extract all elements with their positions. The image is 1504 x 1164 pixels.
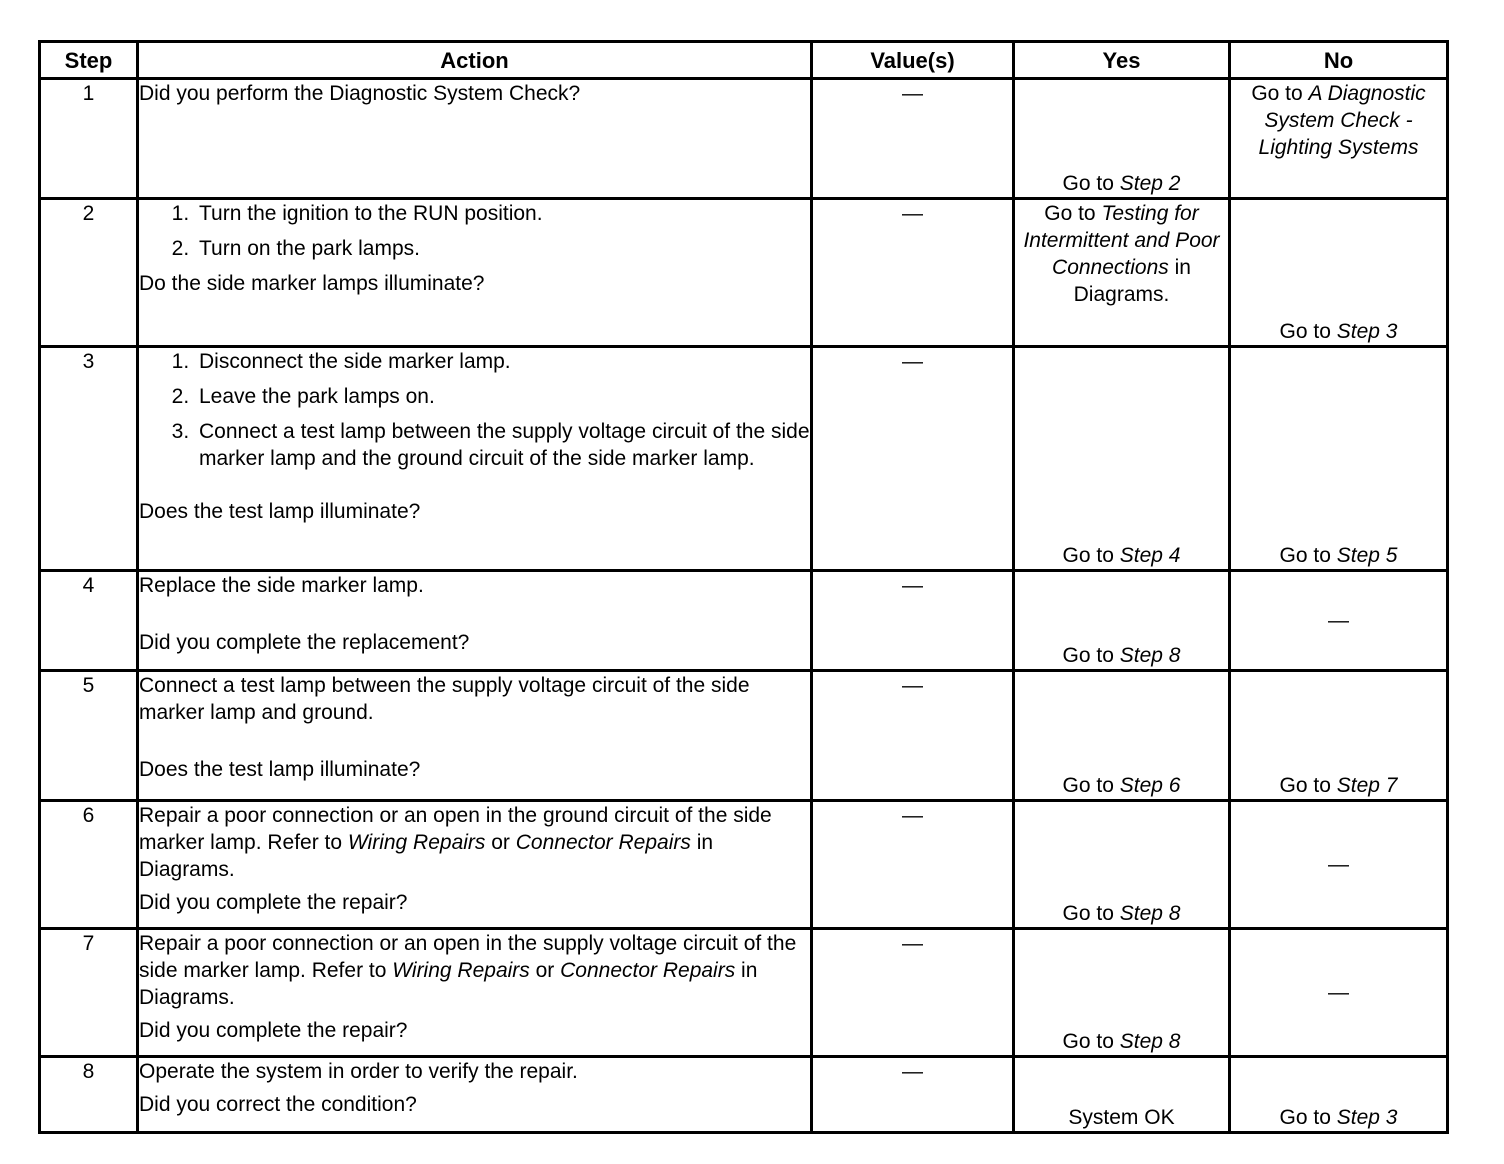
yes-link[interactable]: Testing for Intermittent and Poor Connections [1023,202,1220,279]
value-cell: — [812,571,1014,671]
wiring-repairs-link[interactable]: Wiring Repairs [392,959,530,982]
action-cell [138,347,812,571]
no-cell [1230,199,1448,347]
diagnostic-table [38,40,1449,1134]
table-row [40,79,1448,199]
action-question: Do the side marker lamps illuminate? [139,272,485,295]
action-question: Did you correct the condition? [139,1093,417,1116]
step-number: 1 [40,79,138,199]
no-link[interactable]: A Diagnostic System Check - Lighting Systems [1258,82,1426,159]
action-cell [138,929,812,1057]
yes-prefix: Go to [1062,774,1120,797]
yes-link[interactable]: Step 8 [1119,1030,1181,1053]
value-cell: — [812,347,1014,571]
list-item: 1. Turn the ignition to the RUN position. [195,200,810,227]
yes-link[interactable]: Step 8 [1119,902,1181,925]
no-cell [1230,347,1448,571]
table-row [40,571,1448,671]
yes-prefix: Go to [1062,172,1120,195]
list-item: 3. Connect a test lamp between the supply voltage circuit of the side marker lamp and the ground circuit of the side marker lamp. [195,418,810,472]
yes-prefix: Go to [1062,1030,1120,1053]
step-number: 2 [40,199,138,347]
yes-cell [1014,79,1230,199]
step-number: 3 [40,347,138,571]
action-question: Does the test lamp illuminate? [139,758,421,781]
action-text-part: in Diagrams. [139,959,758,1009]
action-cell [138,801,812,929]
action-question: Did you complete the repair? [139,891,408,914]
list-item: 2. Leave the park lamps on. [195,383,810,410]
action-text [139,930,810,1011]
step-number: 4 [40,571,138,671]
action-text-part: or [529,959,561,982]
action-text-part: Repair a poor connection or an open in the ground circuit of the side marker lamp. Refer to [139,804,772,854]
action-text-part: in Diagrams. [139,831,714,881]
yes-suffix: in Diagrams. [1073,256,1191,306]
no-cell: — [1230,929,1448,1057]
yes-prefix: Go to [1044,202,1102,225]
no-cell [1230,79,1448,199]
yes-prefix: Go to [1062,544,1120,567]
list-item: 1. Disconnect the side marker lamp. [195,348,810,375]
yes-cell [1014,671,1230,801]
value-cell: — [812,79,1014,199]
no-link[interactable]: Step 7 [1336,774,1398,797]
value-cell: — [812,199,1014,347]
action-cell [138,199,812,347]
yes-link[interactable]: Step 2 [1119,172,1181,195]
no-cell [1230,1057,1448,1133]
value-cell: — [812,1057,1014,1133]
step-number: 8 [40,1057,138,1133]
action-text-part: or [485,831,516,854]
action-text: Connect a test lamp between the supply voltage circuit of the side marker lamp and ground. [139,674,750,724]
action-text [139,802,810,883]
header-action: Action [138,42,812,79]
table-row [40,671,1448,801]
action-question: Did you complete the repair? [139,1019,408,1042]
header-yes: Yes [1014,42,1230,79]
connector-repairs-link[interactable]: Connector Repairs [515,831,691,854]
yes-cell [1014,571,1230,671]
yes-cell: System OK [1014,1057,1230,1133]
table-row [40,199,1448,347]
step-number: 6 [40,801,138,929]
action-question: Did you perform the Diagnostic System Check? [139,82,581,105]
action-cell [138,571,812,671]
step-number: 5 [40,671,138,801]
action-cell [138,1057,812,1133]
header-values: Value(s) [812,42,1014,79]
wiring-repairs-link[interactable]: Wiring Repairs [347,831,486,854]
value-cell: — [812,671,1014,801]
no-prefix: Go to [1279,320,1337,343]
header-step: Step [40,42,138,79]
action-cell [138,79,812,199]
no-prefix: Go to [1279,774,1337,797]
no-prefix: Go to [1279,544,1337,567]
table-row [40,1057,1448,1133]
action-question: Did you complete the replacement? [139,631,470,654]
no-prefix: Go to [1279,1106,1337,1129]
yes-prefix: Go to [1062,644,1120,667]
no-cell [1230,671,1448,801]
yes-link[interactable]: Step 4 [1119,544,1181,567]
action-question: Does the test lamp illuminate? [139,500,421,523]
yes-cell [1014,199,1230,347]
action-steps-list [139,348,810,472]
yes-link[interactable]: Step 8 [1119,644,1181,667]
value-cell: — [812,801,1014,929]
action-text: Operate the system in order to verify the repair. [139,1060,578,1083]
no-link[interactable]: Step 5 [1336,544,1398,567]
no-prefix: Go to [1251,82,1309,105]
header-row [40,42,1448,79]
action-cell [138,671,812,801]
step-number: 7 [40,929,138,1057]
yes-prefix: Go to [1062,902,1120,925]
connector-repairs-link[interactable]: Connector Repairs [560,959,736,982]
yes-link[interactable]: Step 6 [1119,774,1181,797]
no-link[interactable]: Step 3 [1336,320,1398,343]
yes-cell [1014,929,1230,1057]
list-item: 2. Turn on the park lamps. [195,235,810,262]
no-cell: — [1230,801,1448,929]
action-text-part: Repair a poor connection or an open in the supply voltage circuit of the side marker lamp. Refer to [139,932,797,982]
table-row [40,347,1448,571]
action-text: Replace the side marker lamp. [139,574,424,597]
no-link[interactable]: Step 3 [1336,1106,1398,1129]
table-row [40,801,1448,929]
header-no: No [1230,42,1448,79]
table-row [40,929,1448,1057]
yes-cell [1014,801,1230,929]
action-steps-list [139,200,810,262]
yes-cell [1014,347,1230,571]
value-cell: — [812,929,1014,1057]
no-cell: — [1230,571,1448,671]
